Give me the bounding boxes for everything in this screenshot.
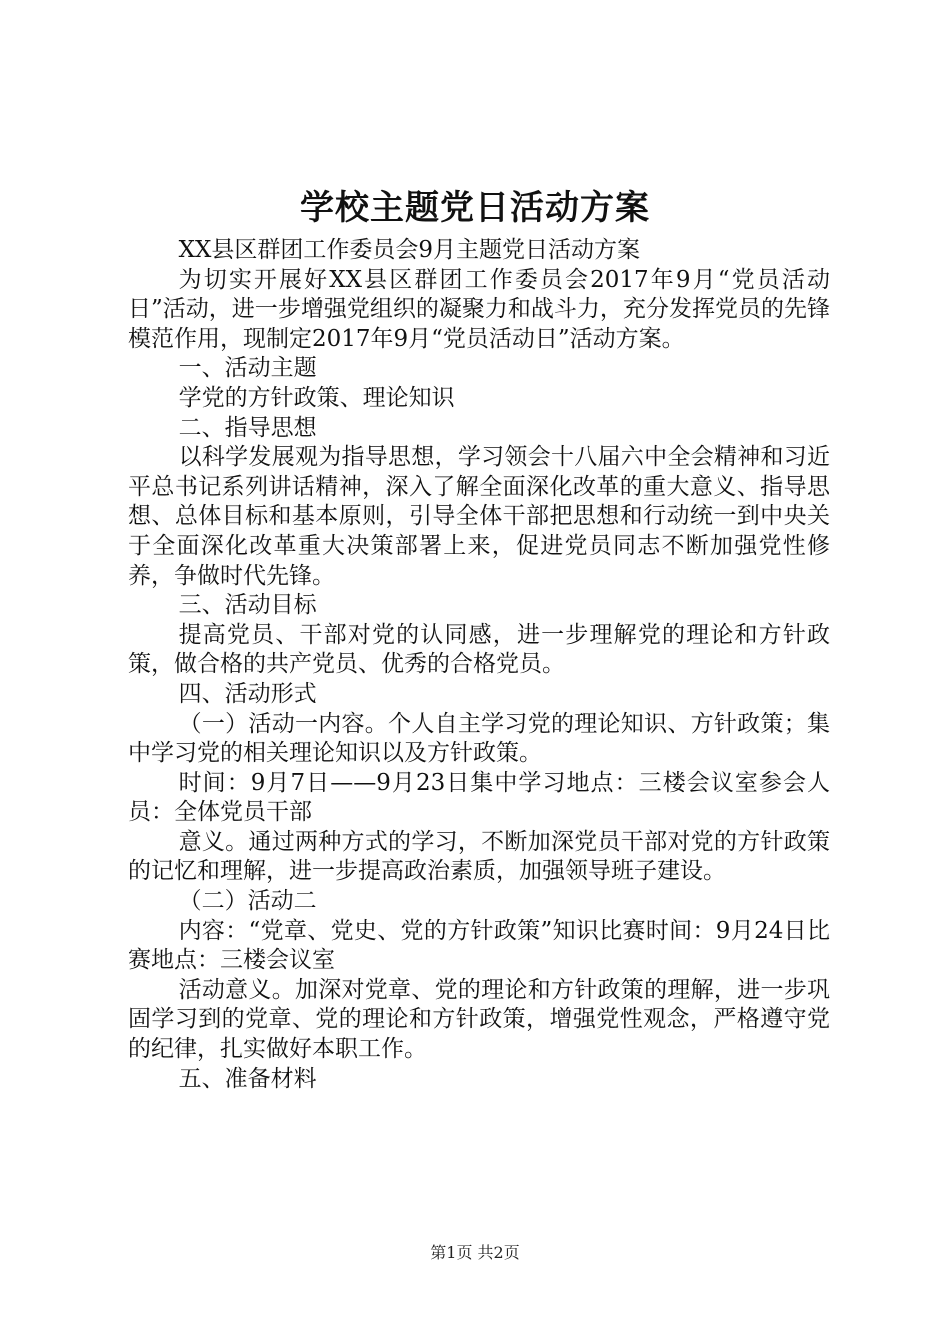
page-number: 第1页 共2页: [430, 1243, 520, 1262]
section-heading-goals: 三、活动目标: [178, 592, 317, 619]
paragraph-activity-one-meaning: 意义。通过两种方式的学习，不断加深党员干部对党的方针政策的记忆和理解，进一步提高政治素质，加强领导班子建设。: [128, 828, 830, 885]
section-heading-theme: 一、活动主题: [178, 355, 317, 382]
paragraph-theme: 学党的方针政策、理论知识: [178, 384, 455, 411]
document-title: 学校主题党日活动方案: [300, 188, 650, 228]
paragraph-intro: 为切实开展好XX县区群团工作委员会2017年9月“党员活动日”活动，进一步增强党组织的凝聚力和战斗力，充分发挥党员的先锋模范作用，现制定2017年9月“党员活动日”活动方案。: [128, 266, 830, 352]
paragraph-subtitle: XX县区群团工作委员会9月主题党日活动方案: [178, 237, 640, 263]
paragraph-activity-one-time: 时间：9月7日——9月23日集中学习地点：三楼会议室参会人员：全体党员干部: [128, 769, 830, 826]
section-heading-format: 四、活动形式: [178, 680, 317, 707]
paragraph-activity-two-content: 内容：“党章、党史、党的方针政策”知识比赛时间：9月24日比赛地点：三楼会议室: [128, 917, 830, 974]
paragraph-guiding-thought: 以科学发展观为指导思想，学习领会十八届六中全会精神和习近平总书记系列讲话精神，深入了解全面深化改革的重大意义、指导思想、总体目标和基本原则，引导全体干部把思想和行动统一到中央关于全面深化改革重大决策部署上来，促进党员同志不断加强党性修养，争做时代先锋。: [128, 444, 830, 589]
section-heading-guiding-thought: 二、指导思想: [178, 414, 317, 441]
paragraph-activity-two-meaning: 活动意义。加深对党章、党的理论和方针政策的理解，进一步巩固学习到的党章、党的理论和方针政策，增强党性观念，严格遵守党的纪律，扎实做好本职工作。: [128, 976, 830, 1063]
paragraph-activity-two-heading: （二）活动二: [178, 888, 317, 915]
document-body: [128, 236, 830, 1094]
section-heading-materials: 五、准备材料: [178, 1065, 317, 1092]
paragraph-activity-one: （一）活动一内容。个人自主学习党的理论知识、方针政策；集中学习党的相关理论知识以及方针政策。: [128, 710, 830, 767]
paragraph-goals: 提高党员、干部对党的认同感，进一步理解党的理论和方针政策，做合格的共产党员、优秀的合格党员。: [128, 621, 830, 678]
